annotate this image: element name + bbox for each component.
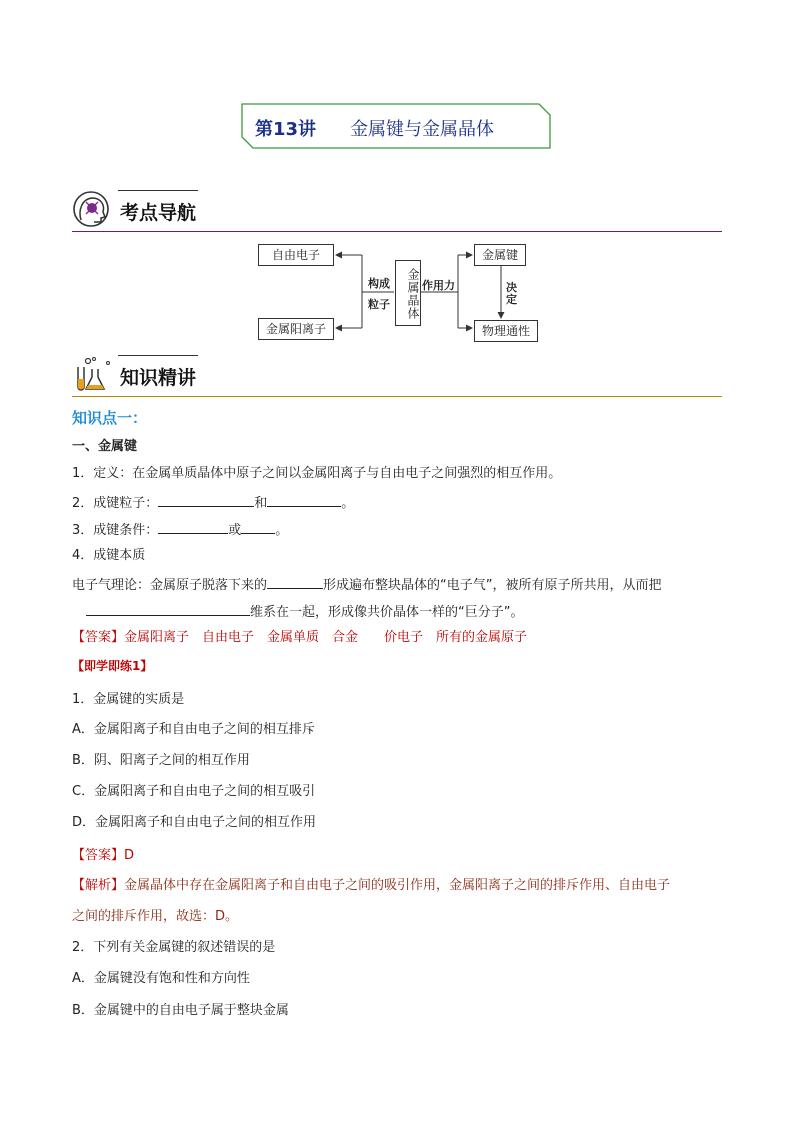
blank-1	[158, 492, 254, 507]
q1-option-b: B．阴、阳离子之间的相互作用	[72, 753, 250, 768]
theory-line-1	[72, 574, 662, 596]
heading-metal-bond: 一、金属键	[72, 439, 138, 454]
label-force: 作用力	[422, 279, 455, 292]
lesson-number: 第13讲	[255, 119, 317, 140]
label-decide: 决定	[506, 281, 517, 306]
analysis-line-2: 之间的排斥作用，故选：D。	[72, 909, 239, 924]
box-physical-property: 物理通性	[474, 320, 538, 342]
box-metal-crystal: 金属晶体	[395, 260, 421, 326]
item-conditions-end: 。	[275, 523, 289, 538]
blank-5	[267, 574, 323, 589]
box-metal-bond: 金属键	[474, 244, 526, 266]
item-particles-prefix: 2．成键粒子：	[72, 496, 159, 511]
item-particles-end: 。	[341, 496, 355, 511]
brain-head-icon	[72, 190, 112, 230]
item-particles	[72, 492, 354, 514]
section-title-knowledge: 知识精讲	[120, 367, 197, 389]
item-particles-mid: 和	[254, 496, 268, 511]
flask-icon	[72, 355, 112, 395]
label-particle: 粒子	[368, 298, 390, 311]
lesson-title: 金属键与金属晶体	[350, 119, 495, 140]
blank-2	[267, 492, 341, 507]
answer-2	[72, 846, 134, 866]
box-free-electron: 自由电子	[258, 244, 334, 266]
blank-3	[158, 519, 228, 534]
section-header-knowledge	[72, 355, 722, 397]
item-definition: 1．定义：在金属单质晶体中原子之间以金属阳离子与自由电子之间强烈的相互作用。	[72, 466, 562, 481]
item-essence: 4．成键本质	[72, 548, 146, 563]
item-conditions-mid: 或	[228, 523, 242, 538]
theory-part-a: 电子气理论：金属原子脱落下来的	[72, 578, 268, 593]
q1-option-c: C．金属阳离子和自由电子之间的相互吸引	[72, 784, 316, 799]
box-metal-cation: 金属阳离子	[258, 318, 334, 340]
analysis-tag: 【解析】	[72, 878, 125, 893]
blank-4	[241, 519, 275, 534]
q1-option-d: D．金属阳离子和自由电子之间的相互作用	[72, 815, 317, 830]
answer-1-tag: 【答案】	[72, 630, 125, 645]
answer-1-text: 金属阳离子 自由电子 金属单质 合金 价电子 所有的金属原子	[124, 630, 528, 645]
label-compose: 构成	[368, 277, 390, 290]
lesson-title-box	[241, 103, 551, 149]
answer-1	[72, 628, 527, 648]
q2-stem: 2．下列有关金属键的叙述错误的是	[72, 940, 276, 955]
answer-2-text: D	[124, 848, 135, 863]
item-conditions-prefix: 3．成键条件：	[72, 523, 159, 538]
theory-line-2	[86, 601, 523, 623]
answer-2-tag: 【答案】	[72, 848, 125, 863]
analysis-text-1: 金属晶体中存在金属阳离子和自由电子之间的吸引作用，金属阳离子之间的排斥作用、自由电子	[124, 878, 671, 893]
q2-option-a: A．金属键没有饱和性和方向性	[72, 971, 250, 986]
q1-option-a: A．金属阳离子和自由电子之间的相互排斥	[72, 722, 315, 737]
practice-tag: 【即学即练1】	[72, 659, 153, 673]
item-conditions	[72, 519, 288, 541]
theory-part-c: 维系在一起，形成像共价晶体一样的“巨分子”。	[250, 605, 524, 620]
concept-diagram	[256, 240, 546, 348]
q2-option-b: B．金属键中的自由电子属于整块金属	[72, 1003, 289, 1018]
q1-stem: 1．金属键的实质是	[72, 692, 185, 707]
blank-6	[86, 601, 250, 616]
theory-part-b: 形成遍布整块晶体的“电子气”，被所有原子所共用，从而把	[323, 578, 662, 593]
section-title-guide: 考点导航	[120, 202, 197, 224]
section-header-guide	[72, 190, 722, 232]
knowledge-point-1: 知识点一：	[72, 409, 148, 427]
analysis-line-1	[72, 876, 670, 896]
